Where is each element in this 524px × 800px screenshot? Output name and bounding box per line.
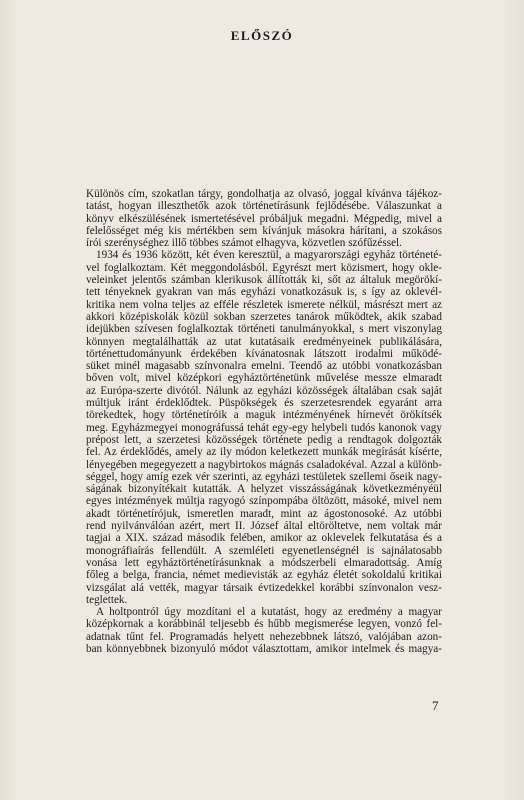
text-line: főleg a belga, francia, német medievisták az egyház életét sokoldalú kritikai	[86, 569, 442, 582]
text-line: tagjai a XIX. század második felében, amikor az oklevelek felkutatása és a	[86, 532, 442, 545]
page-number: 7	[432, 698, 439, 713]
text-line: könnyen megtalálhatták az utat kutatásaik eredményeinek publikálására,	[86, 335, 442, 348]
text-line: vel foglalkoztam. Két meggondolásból. Egyrészt mert közismert, hogy okle-	[86, 261, 442, 274]
text-line: tett tényeknek gyakran van más egyházi vonatkozásuk is, s így az oklevél-	[86, 286, 442, 299]
text-line: az Európa-szerte divótól. Nálunk az egyházi közösségek általában csak saját	[86, 384, 442, 397]
text-line: könyv elkészülésének ismertetésével próbáljuk megadni. Mégpedig, mivel a	[86, 212, 442, 225]
text-line: tatást, hogyan illeszthetők azok történetírásunk fejlődésébe. Válaszunkat a	[86, 200, 442, 213]
text-line: bőven volt, mivel középkori egyháztörténetünk művelése messze elmaradt	[86, 372, 442, 385]
text-line: Különös cím, szokatlan tárgy, gondolhatja az olvasó, joggal kívánva tájékoz-	[86, 188, 442, 200]
text-line: A holtpontról úgy mozdítani el a kutatást, hogy az eredmény a magyar	[96, 606, 442, 619]
text-line: törekedtek, hogy történetíróik a maguk intézményének hírnevét örökítsék	[86, 409, 442, 422]
text-line: történettudományunk érdekében kívánatosnak látszott irodalmi működé-	[86, 347, 442, 360]
chapter-heading: ELŐSZÓ	[230, 28, 294, 43]
text-line: süket minél magasabb színvonalra emelni. Teendő az utóbbi vonatkozásban	[86, 360, 442, 373]
text-line: középkornak a korábbinál teljesebb és hűbb megismerése legyen, vonzó fel-	[86, 618, 442, 631]
text-line: adatnak tűnt fel. Programadás helyett nehezebbnek látszó, valójában azon-	[86, 630, 442, 643]
text-line: monográfiaírás fellendült. A szemléleti egyenetlenségnél is sajnálatosabb	[86, 544, 442, 557]
text-line: egyes intézmények múltja ragyogó színpompába öltözött, másoké, mivel nem	[86, 495, 442, 508]
text-line: múltjuk iránt érdeklődtek. Püspökségek és szerzetesrendek egyaránt arra	[86, 397, 442, 410]
text-line: lényegében megegyezett a nagybirtokos mágnás csaladokéval. Azzal a különb-	[86, 458, 442, 471]
text-line: ban könnyebbnek bizonyuló módot választottam, amikor intelmek és magya-	[86, 642, 442, 655]
preface-body-text	[86, 188, 442, 655]
text-line: veleinket jelentős számban klerikusok állították ki, sőt az általuk megörökí-	[86, 274, 442, 287]
text-line: ságának bizonyítékait kutatták. A helyzet visszásságának következményéül	[86, 483, 442, 496]
text-line: rend nyilvánválóan azért, mert II. József által eltöröltetve, nem voltak már	[86, 520, 442, 533]
text-line: fel. Az érdeklődés, amely az ily módon keletkezett munkák megírását kísérte,	[86, 446, 442, 459]
text-line: kritika nem volna teljes az efféle részletek ismerete nélkül, másrészt mert az	[86, 298, 442, 311]
text-line: 1934 és 1936 között, két éven keresztül, a magyarországi egyház történeté-	[96, 249, 442, 262]
text-line: vizsgálat alá vették, magyar társaik évtizedekkel korábbi színvonalon vesz-	[86, 581, 442, 594]
text-line: vonása lett egyháztörténetírásunknak a módszerbeli elmaradottság. Amíg	[86, 556, 442, 569]
text-line: írói szerénységhez illő többes számot elhagyva, közvetlen szófűzéssel.	[86, 237, 402, 250]
text-line: prépost lett, a szerzetesi közösségek története pedig a rendtagok dolgozták	[86, 433, 442, 446]
text-line: akkori középiskolák közül sokban szerzetes tanárok működtek, akik szabad	[86, 310, 442, 323]
text-line: teglettek.	[86, 593, 128, 606]
text-line: idejükben szívesen foglalkoztak történeti tanulmányokkal, s mert viszonylag	[86, 323, 442, 336]
text-line: felelősséget még kis mértékben sem kívánjuk másokra hárítani, a szokásos	[86, 224, 442, 237]
text-line: akadt történetírójuk, ismeretlen maradt, mint az ágostonosoké. Az utóbbi	[86, 507, 442, 520]
text-line: séggel, hogy amíg ezek vér szerinti, az egyházi testületek szellemi őseik nagy-	[86, 470, 442, 483]
text-line: meg. Egyházmegyei monográfussá tehát egy-egy helybeli tudós kanonok vagy	[86, 421, 442, 434]
